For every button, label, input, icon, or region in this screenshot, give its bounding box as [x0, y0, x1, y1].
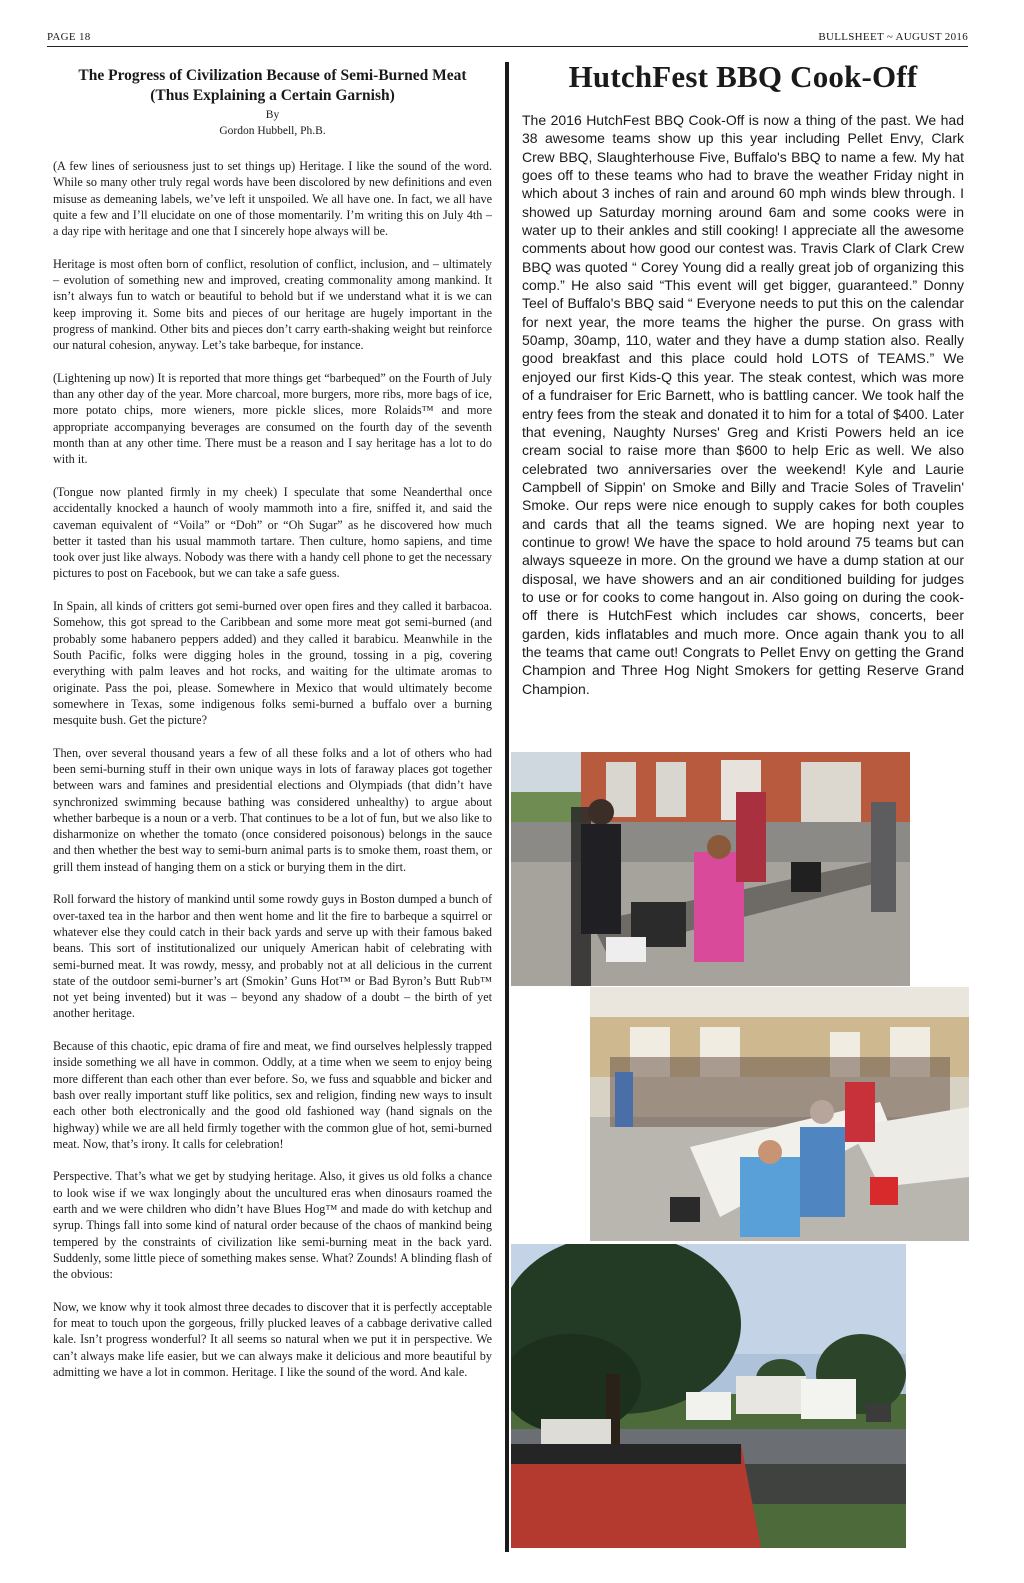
- paragraph: Perspective. That’s what we get by studying heritage. Also, it gives us old folks a chance to look wise if we wax longingly about the uncultured eras when dinosaurs roamed the earth and we were children who didn’t have Blues Hog™ and made do with ketchup and syrup. Things fall into some kind of natural order because of the chaos of mankind being tempered by the constraints of civilization like semi-burning meat in the back yard. Suddenly, some little piece of something makes sense. What? Zounds! A blinding flash of the obvious:: [53, 1169, 492, 1282]
- page-number: PAGE 18: [47, 31, 91, 43]
- paragraph: Now, we know why it took almost three decades to discover that it is perfectly acceptable for meat to touch upon the gorgeous, frilly plucked leaves of a cabbage derivative called kale. Isn’t progress wonderful? It all seems so natural when we put it in perspective. We can’t always make life easier, but we can always make it delicious and more beautiful by admitting we have a lot in common. Heritage. I like the sound of the word. And kale.: [53, 1299, 492, 1379]
- headline: HutchFest BBQ Cook-Off: [568, 59, 918, 94]
- paragraph: Then, over several thousand years a few of all these folks and a lot of others who had been semi-burning stuff in their own unique ways in lots of faraway places got together between wars and famines and presidential elections and Olympiads (that didn’t have synchronized swimming because bathing was considered unhealthy) to argue about whether barbeque is a noun or a verb. That continues to be a lot of fun, but we also like to disharmonize on whether the tomato (once considered poisonous) belongs in the sauce and then whether the best way to semi-burn animal parts is to smoke them, roast them, or grill them instead of hanging them on a stick or burying them in the dirt.: [53, 745, 492, 874]
- pavilion-cooks-photo: [511, 752, 910, 986]
- heritage-article: [53, 66, 492, 1397]
- campground-photo: [511, 1244, 906, 1548]
- issue-label: BULLSHEET ~ AUGUST 2016: [818, 31, 968, 43]
- page-header: [47, 28, 968, 47]
- byline-by: By: [265, 109, 280, 121]
- paragraph: (A few lines of seriousness just to set things up) Heritage. I like the sound of the word. While so many other truly regal words have been discolored by new definitions and even misuse as demeaning labels, we’ve left it unspoiled. We all have one. In fact, we all have quite a few and I’ll elucidate on one of those momentarily. I’m writing this on July 4th – a day ripe with heritage and one that I sincerely hope always will be.: [53, 159, 492, 239]
- paragraph: (Lightening up now) It is reported that more things get “barbequed” on the Fourth of July than any other day of the year. More charcoal, more burgers, more ribs, more bags of ice, more potato chips, more wieners, more pickle slices, more Rolaids™ and more appropriate accompanying beverages are consumed on the fourth day of the seventh month than at any other time. There must be a reason and I say heritage has a lot to do with it.: [53, 370, 492, 467]
- article-title-line1: The Progress of Civilization Because of Semi-Burned Meat: [78, 67, 467, 84]
- hutchfest-body: The 2016 HutchFest BBQ Cook-Off is now a thing of the past. We had 38 awesome teams show up this year including Pellet Envy, Clark Crew BBQ, Slaughterhouse Five, Buffalo's BBQ to name a few. My hat goes off to these teams who had to brave the weather Friday night in which about 3 inches of rain and around 60 mph winds blew through. I showed up Saturday morning around 6am and some cooks were in water up to their ankles and still cooking! I appreciate all the awesome comments about how good our contest was. Travis Clark of Clark Crew BBQ was quoted “ Corey Young did a really great job of organizing this comp.” He also said “This event will get bigger, guaranteed.” Donny Teel of Buffalo's BBQ said “ Everyone needs to put this on the calendar for next year, the more teams the higher the purse. On grass with 50amp, 30amp, 110, water and they have a dump station also. Really good breakfast and this place could hold LOTS of TEAMS.” We enjoyed our first Kids-Q this year. The steak contest, which was more of a fundraiser for Eric Barnett, who is battling cancer. We took half the entry fees from the steak and donated it to him for a total of $400. Later that evening, Naughty Nurses' Greg and Kristi Powers held an ice cream social to raise more than $600 to help Eric as well. We also celebrated two anniversaries over the weekend! Kyle and Laurie Campbell of Sippin' on Smoke and Billy and Tracie Soles of Travelin' Smoke. Our reps were nice enough to supply cakes for both couples and cards that all the teams signed. We are hoping next year to continue to grow! We have the space to hold around 75 teams but can always squeeze in more. On the ground we have a dump station at our disposal, we have showers and an air conditioned building for judges to use or for cooks to come hangout in. Also going on during the cook-off there is HutchFest which includes car shows, concerts, beer garden, kids inflatables and much more. Once again thank you to all the teams that came out! Congrats to Pellet Envy on getting the Grand Champion and Three Hog Night Smokers for getting Reserve Grand Champion.: [522, 112, 964, 697]
- hutchfest-article: [522, 58, 964, 698]
- paragraph: In Spain, all kinds of critters got semi-burned over open fires and they called it barbacoa. Somehow, this got spread to the Caribbean and some more meat got semi-burned (and probably some habanero peppers added) and they called it barabicu. Meanwhile in the South Pacific, folks were digging holes in the ground, tossing in a pig, covering everything with palm leaves and hot rocks, and waiting for the ultimate aromas to originate. Pass the poi, please. Somewhere in Mexico that would ultimately become somewhere in Texas, some indigenous folks semi-burned a buffalo over a burning mesquite bush. Get the picture?: [53, 599, 492, 728]
- column-divider: [505, 62, 509, 1552]
- article-body: [53, 158, 492, 1380]
- paragraph: (Tongue now planted firmly in my cheek) I speculate that some Neanderthal once accidentally knocked a haunch of wooly mammoth into a fire, sniffed it, and said the caveman equivalent of “Voila” or “Doh” or “Oh Sugar” as he discovered how much better it tasted than his usual mammoth tartare. Then culture, homo sapiens, and time took over just like always. Nobody was there with a handy cell phone to get the necessary pictures to post on Facebook, but we can take a safe guess.: [53, 484, 492, 581]
- judges-hall-photo: [590, 987, 969, 1241]
- article-title-line2: (Thus Explaining a Certain Garnish): [150, 87, 395, 104]
- paragraph: Roll forward the history of mankind until some rowdy guys in Boston dumped a bunch of over-taxed tea in the harbor and then went home and lit the fire to barbeque a squirrel or whatever else they could catch in their back yards and serve up with their famous baked beans. This sort of institutionalized our uniquely American habit of celebrating with semi-burned meat. It was rowdy, messy, and probably not at all delicious in the current state of the outdoor semi-burner’s art (Smokin’ Guns Hot™ or Bad Byron’s Butt Rub™ not yet being invented) but it was – beyond any shadow of a doubt – the birth of yet another heritage.: [53, 892, 492, 1021]
- byline-author: Gordon Hubbell, Ph.B.: [219, 125, 326, 137]
- paragraph: Because of this chaotic, epic drama of fire and meat, we find ourselves helplessly trapped inside something we all have in common. Oddly, at a time when we seem to enjoy being more different than each other than ever before. So, we fuss and squabble and bicker and bash over really important stuff like politics, sex and religion, finding new ways to insult each other both electronically and the good old fashioned way (hand signals on the highway) while we are all held firmly together with the common glue of hot, semi-burned meat. Now, that’s irony. It calls for celebration!: [53, 1039, 492, 1151]
- paragraph: Heritage is most often born of conflict, resolution of conflict, inclusion, and – ultimately – evolution of something new and improved, creating commonality among mankind. It isn’t always fun to watch or beautiful to behold but if we understand what it is we can keep improving it. Some bits and pieces of our heritage are hugely important in the progress of mankind. Other bits and pieces don’t carry earth-shaking weight but reinforce our natural cohesion, anyway. Let’s take barbeque, for instance.: [53, 256, 492, 353]
